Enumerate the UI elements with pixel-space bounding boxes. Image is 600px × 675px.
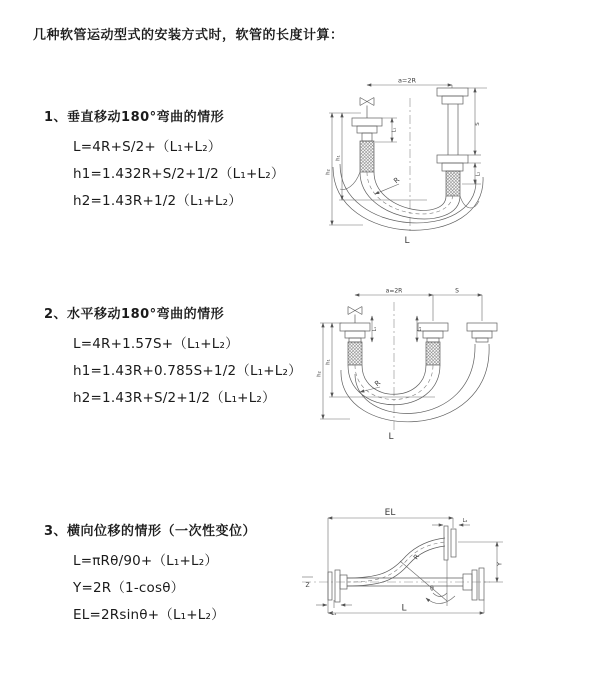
dim-label-h2: h₂ (316, 371, 323, 377)
dim-label-l2: L₂ (418, 326, 423, 332)
formula-line: L=4R+1.57S+（L₁+L₂） (73, 336, 239, 352)
radius-label: R (392, 175, 402, 186)
flange-left (340, 323, 370, 342)
radius-line (400, 561, 447, 601)
hose-u-bend (341, 344, 489, 422)
diagram-lateral-displacement (300, 498, 600, 655)
braided-hose-middle (426, 342, 440, 365)
flange-right-lower (437, 155, 468, 171)
dim-label-a2r: a=2R (385, 287, 403, 295)
diagram-vertical-180 (315, 72, 600, 267)
dim-label-h1: h₁ (335, 155, 342, 161)
flange-right-shifted (467, 323, 497, 342)
angle-theta (426, 586, 455, 604)
braided-hose-left (360, 141, 374, 172)
section-1-heading: 1、垂直移动180°弯曲的情形 (44, 110, 225, 125)
dim-label-l1: L₁ (331, 611, 337, 617)
dim-label-s: S (475, 122, 481, 126)
length-label: L (404, 236, 410, 246)
section-lateral-displacement (44, 520, 256, 629)
flange-right-upper (437, 88, 468, 104)
pipe-straight (347, 568, 484, 600)
length-label: L (388, 432, 394, 442)
flange-left (352, 118, 382, 141)
flange-displaced (444, 526, 456, 560)
svg-text:Z: Z (305, 582, 310, 589)
dim-label-l2: L₂ (475, 171, 482, 177)
dim-label-s: S (455, 287, 459, 295)
centerline-symbol (302, 577, 313, 589)
braided-hose-left (348, 342, 362, 365)
valve-icon (360, 98, 374, 119)
section-horizontal-180 (44, 303, 302, 412)
dim-label-l2: L₂ (462, 518, 468, 524)
dim-label-y: Y (495, 562, 504, 566)
dim-label-l1: L₁ (373, 326, 378, 332)
flange-middle (418, 323, 448, 342)
formula-line: h1=1.43R+0.785S+1/2（L₁+L₂） (73, 363, 302, 379)
formula-line: L=4R+S/2+（L₁+L₂） (73, 139, 222, 155)
dim-label-h1: h₁ (325, 359, 332, 365)
section-vertical-180 (44, 106, 285, 215)
formula-line: h2=1.43R+1/2（L₁+L₂） (73, 193, 242, 209)
section-3-formulas (73, 548, 256, 629)
section-3-heading: 3、横向位移的情形（一次性变位） (44, 524, 257, 539)
page-title: 几种软管运动型式的安装方式时，软管的长度计算： (33, 28, 344, 43)
diagram-horizontal-180 (310, 282, 600, 462)
formula-line: h2=1.43R+S/2+1/2（L₁+L₂） (73, 390, 276, 406)
length-label: L (401, 603, 407, 614)
flange-left (328, 570, 347, 602)
formula-line: EL=2Rsinθ+（L₁+L₂） (73, 607, 225, 623)
braided-hose-right (446, 171, 460, 196)
dim-label-h2: h₂ (325, 169, 332, 175)
angle-label: θ (430, 585, 434, 593)
section-1-formulas (73, 134, 285, 215)
dim-label-a2r: a=2R (397, 76, 417, 85)
hose-s-curve (347, 538, 445, 586)
dim-label-l1: L₁ (391, 127, 398, 133)
radius-label: R (411, 552, 421, 562)
dim-label-el: EL (384, 508, 396, 518)
radius-label: R (373, 378, 383, 389)
formula-line: Y=2R（1-cosθ） (73, 580, 185, 596)
formula-line: L=πRθ/90+（L₁+L₂） (73, 553, 219, 569)
hose-u-bend (333, 164, 483, 230)
pipe-right (448, 104, 458, 155)
valve-icon (348, 307, 362, 324)
section-2-heading: 2、水平移动180°弯曲的情形 (44, 307, 225, 322)
formula-line: h1=1.432R+S/2+1/2（L₁+L₂） (73, 166, 285, 182)
section-2-formulas (73, 331, 302, 412)
